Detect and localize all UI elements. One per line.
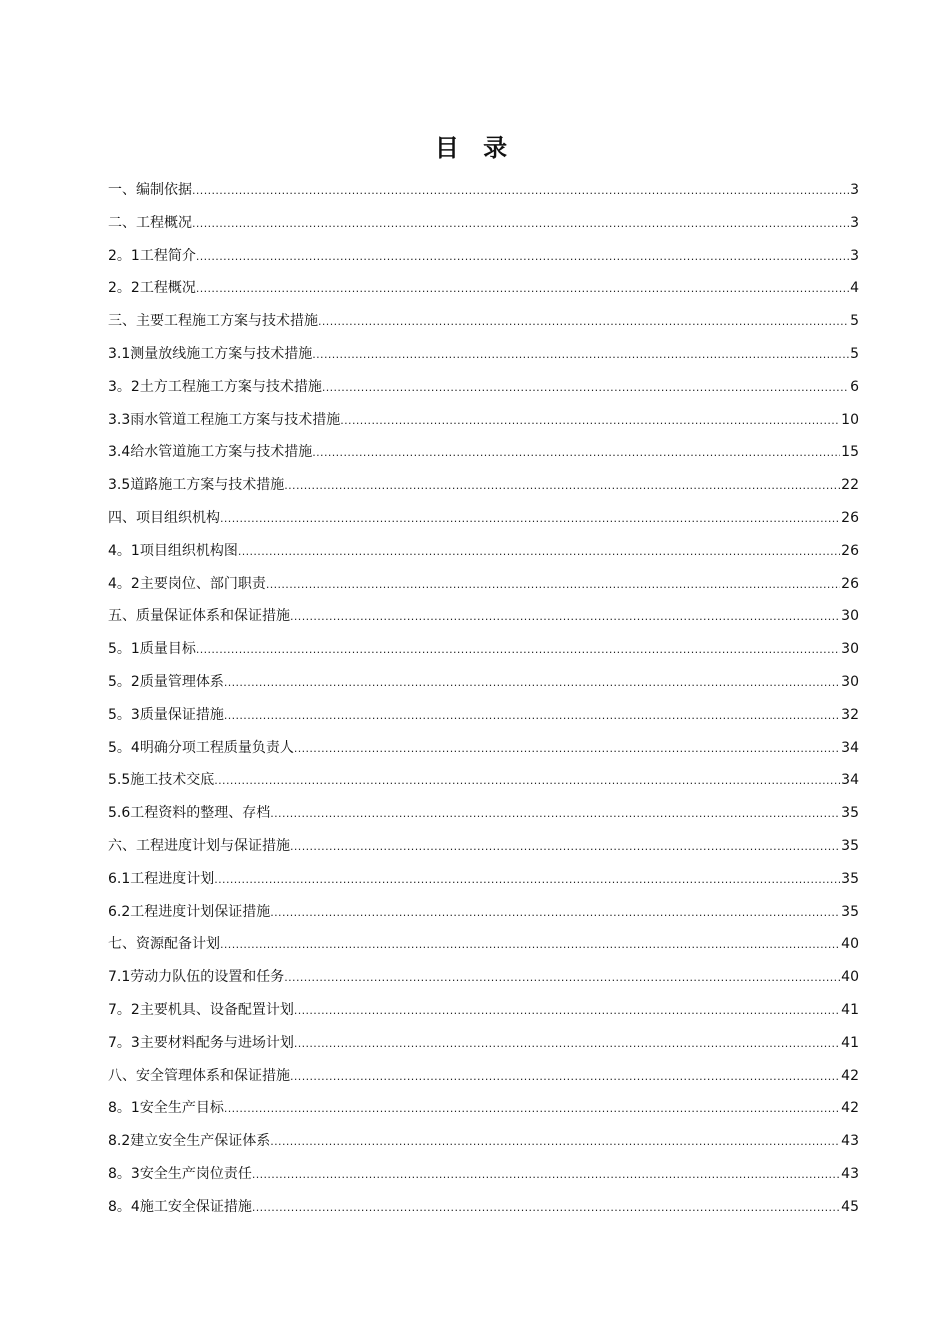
toc-entry-label: 2。2工程概况 xyxy=(108,280,196,297)
toc-entry-page-number: 5 xyxy=(850,313,859,330)
toc-entry-page-number: 4 xyxy=(850,280,859,297)
toc-entry[interactable] xyxy=(108,863,859,896)
toc-entry-label: 4。1项目组织机构图 xyxy=(108,542,238,559)
toc-entry[interactable] xyxy=(108,502,859,535)
toc-entry[interactable] xyxy=(108,338,859,371)
toc-entry-page-number: 22 xyxy=(841,477,859,494)
toc-entry-label: 7。3主要材料配务与进场计划 xyxy=(108,1034,294,1051)
toc-entry[interactable] xyxy=(108,568,859,601)
toc-dot-leader xyxy=(290,830,840,863)
toc-entry[interactable] xyxy=(108,732,859,765)
toc-entry[interactable] xyxy=(108,207,859,240)
toc-entry[interactable] xyxy=(108,535,859,568)
toc-dot-leader xyxy=(322,371,849,404)
toc-dot-leader xyxy=(220,502,840,535)
toc-entry[interactable] xyxy=(108,600,859,633)
toc-dot-leader xyxy=(224,1092,840,1125)
toc-dot-leader xyxy=(270,896,840,929)
toc-entry-page-number: 34 xyxy=(841,772,859,789)
toc-dot-leader xyxy=(266,568,840,601)
toc-entry-page-number: 6 xyxy=(850,378,859,395)
toc-entry[interactable] xyxy=(108,764,859,797)
toc-dot-leader xyxy=(196,272,849,305)
toc-entry-label: 4。2主要岗位、部门职责 xyxy=(108,575,266,592)
toc-entry-page-number: 45 xyxy=(841,1198,859,1215)
toc-entry[interactable] xyxy=(108,469,859,502)
toc-dot-leader xyxy=(192,207,849,240)
toc-entry-label: 8.2建立安全生产保证体系 xyxy=(108,1133,271,1150)
toc-entry-label: 3.1测量放线施工方案与技术措施 xyxy=(108,345,313,362)
toc-entry-page-number: 42 xyxy=(841,1100,859,1117)
toc-entry-page-number: 3 xyxy=(850,182,859,198)
toc-dot-leader xyxy=(252,1158,840,1191)
toc-entry[interactable] xyxy=(108,1191,859,1224)
toc-entry-label: 一、编制依据 xyxy=(108,182,192,198)
toc-entry-label: 7.1劳动力队伍的设置和任务 xyxy=(108,969,285,986)
toc-entry[interactable] xyxy=(108,272,859,305)
toc-entry-page-number: 35 xyxy=(841,805,859,822)
toc-entry[interactable] xyxy=(108,404,859,437)
toc-entry-page-number: 35 xyxy=(841,837,859,854)
toc-dot-leader xyxy=(224,666,840,699)
toc-entry[interactable] xyxy=(108,436,859,469)
toc-dot-leader xyxy=(290,1060,840,1093)
toc-dot-leader xyxy=(214,863,840,896)
toc-entry-page-number: 30 xyxy=(841,673,859,690)
toc-entry[interactable] xyxy=(108,1158,859,1191)
toc-entry[interactable] xyxy=(108,699,859,732)
toc-entry-page-number: 40 xyxy=(841,936,859,953)
toc-entry-label: 5。2质量管理体系 xyxy=(108,673,224,690)
toc-entry[interactable] xyxy=(108,896,859,929)
toc-entry-label: 四、项目组织机构 xyxy=(108,509,220,526)
toc-entry-label: 5。4明确分项工程质量负责人 xyxy=(108,739,294,756)
toc-dot-leader xyxy=(214,764,840,797)
toc-entry-label: 五、质量保证体系和保证措施 xyxy=(108,608,290,625)
toc-dot-leader xyxy=(220,928,840,961)
toc-entry-page-number: 26 xyxy=(841,509,859,526)
toc-entry-label: 3。2土方工程施工方案与技术措施 xyxy=(108,378,322,395)
toc-dot-leader xyxy=(340,404,840,437)
toc-entry-page-number: 32 xyxy=(841,706,859,723)
toc-entry[interactable] xyxy=(108,994,859,1027)
toc-entry-page-number: 41 xyxy=(841,1001,859,1018)
toc-dot-leader xyxy=(196,633,840,666)
toc-dot-leader xyxy=(270,797,840,830)
toc-dot-leader xyxy=(284,961,840,994)
toc-entry[interactable] xyxy=(108,633,859,666)
toc-entry-page-number: 3 xyxy=(850,247,859,264)
toc-entry-page-number: 43 xyxy=(841,1133,859,1150)
toc-dot-leader xyxy=(192,174,849,207)
toc-entry-page-number: 3 xyxy=(850,214,859,231)
toc-dot-leader xyxy=(224,699,840,732)
toc-dot-leader xyxy=(294,1027,840,1060)
toc-entry-page-number: 42 xyxy=(841,1067,859,1084)
toc-entry-label: 8。3安全生产岗位责任 xyxy=(108,1165,252,1182)
toc-entry-label: 8。4施工安全保证措施 xyxy=(108,1198,252,1215)
toc-dot-leader xyxy=(290,600,840,633)
toc-entry-page-number: 41 xyxy=(841,1034,859,1051)
toc-entry-page-number: 15 xyxy=(841,444,859,461)
toc-dot-leader xyxy=(252,1191,840,1224)
toc-entry[interactable] xyxy=(108,1060,859,1093)
toc-entry-label: 三、主要工程施工方案与技术措施 xyxy=(108,313,318,330)
toc-entry-label: 3.4给水管道施工方案与技术措施 xyxy=(108,444,313,461)
toc-entry[interactable] xyxy=(108,1092,859,1125)
toc-entry[interactable] xyxy=(108,928,859,961)
toc-entry-page-number: 43 xyxy=(841,1165,859,1182)
toc-dot-leader xyxy=(294,732,840,765)
toc-entry-page-number: 34 xyxy=(841,739,859,756)
toc-entry[interactable] xyxy=(108,1027,859,1060)
toc-entry-label: 5.5施工技术交底 xyxy=(108,772,215,789)
toc-entry-label: 5。1质量目标 xyxy=(108,641,196,658)
toc-dot-leader xyxy=(196,240,849,273)
toc-entry-page-number: 30 xyxy=(841,608,859,625)
toc-dot-leader xyxy=(318,305,849,338)
toc-entry[interactable] xyxy=(108,961,859,994)
toc-entry-label: 8。1安全生产目标 xyxy=(108,1100,224,1117)
toc-dot-leader xyxy=(238,535,840,568)
toc-entry[interactable] xyxy=(108,797,859,830)
toc-entry-label: 3.5道路施工方案与技术措施 xyxy=(108,477,285,494)
toc-entry-label: 3.3雨水管道工程施工方案与技术措施 xyxy=(108,411,341,428)
toc-entry-page-number: 35 xyxy=(841,870,859,887)
toc-dot-leader xyxy=(294,994,840,1027)
toc-entry-label: 5。3质量保证措施 xyxy=(108,706,224,723)
toc-entry[interactable] xyxy=(108,305,859,338)
toc-entry[interactable] xyxy=(108,666,859,699)
toc-entry-label: 6.2工程进度计划保证措施 xyxy=(108,903,271,920)
toc-entry-page-number: 30 xyxy=(841,641,859,658)
toc-dot-leader xyxy=(284,469,840,502)
toc-entry-page-number: 35 xyxy=(841,903,859,920)
toc-entry-label: 5.6工程资料的整理、存档 xyxy=(108,805,271,822)
toc-entry-label: 六、工程进度计划与保证措施 xyxy=(108,837,290,854)
toc-entry-label: 2。1工程简介 xyxy=(108,247,196,264)
toc-entry[interactable] xyxy=(108,1125,859,1158)
toc-entry-label: 二、工程概况 xyxy=(108,214,192,231)
toc-entry-page-number: 40 xyxy=(841,969,859,986)
toc-entry-page-number: 26 xyxy=(841,542,859,559)
toc-title: 目 录 xyxy=(434,133,516,162)
toc-entry[interactable] xyxy=(108,174,859,207)
toc-entry[interactable] xyxy=(108,830,859,863)
toc-entry[interactable] xyxy=(108,371,859,404)
toc-entry-label: 八、安全管理体系和保证措施 xyxy=(108,1067,290,1084)
toc-entry-page-number: 10 xyxy=(841,411,859,428)
toc-entry-label: 七、资源配备计划 xyxy=(108,936,220,953)
toc-entry-page-number: 26 xyxy=(841,575,859,592)
toc-list xyxy=(108,174,859,1224)
toc-entry-label: 6.1工程进度计划 xyxy=(108,870,215,887)
toc-dot-leader xyxy=(270,1125,840,1158)
toc-dot-leader xyxy=(312,338,849,371)
toc-dot-leader xyxy=(312,436,840,469)
toc-entry-label: 7。2主要机具、设备配置计划 xyxy=(108,1001,294,1018)
toc-entry-page-number: 5 xyxy=(850,345,859,362)
toc-entry[interactable] xyxy=(108,240,859,273)
